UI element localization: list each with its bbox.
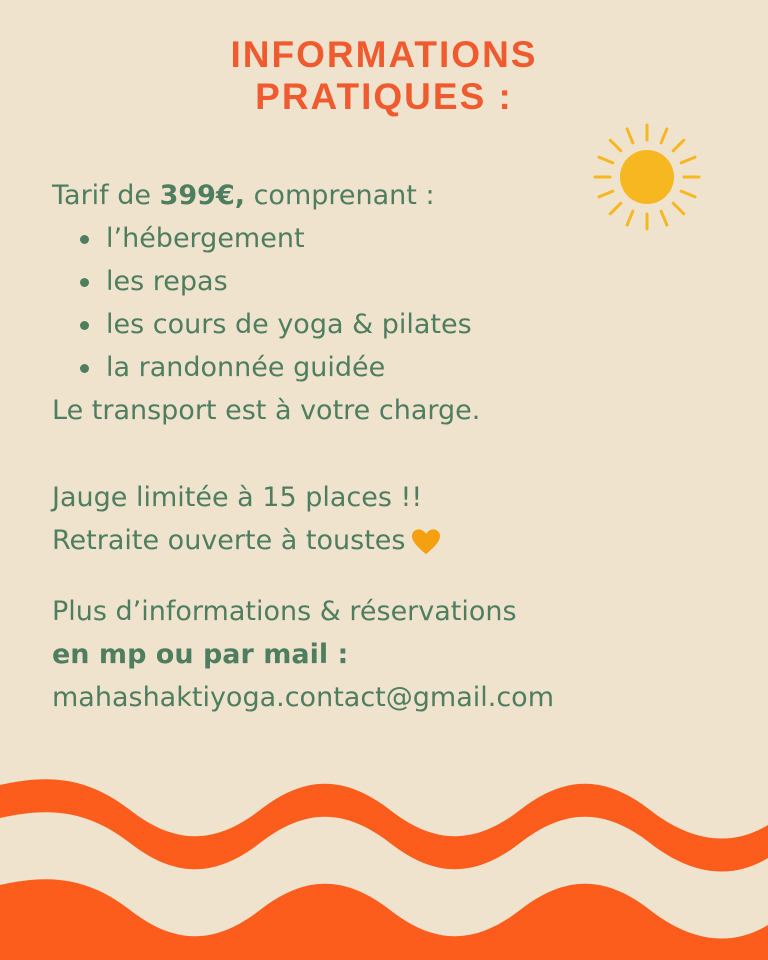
wave-band-bottom (0, 879, 768, 960)
transport-note: Le transport est à votre charge. (52, 395, 481, 426)
included-list (52, 217, 712, 389)
contact-line-1: Plus d’informations & réservations (52, 596, 517, 627)
list-item-label: l’hébergement (106, 223, 305, 254)
open-to-text: Retraite ouverte à toustes (52, 525, 406, 556)
price-line (52, 174, 712, 217)
open-to-line (52, 519, 712, 562)
list-item-label: les repas (106, 266, 228, 297)
list-item-label: les cours de yoga & pilates (106, 309, 472, 340)
contact-line-2: en mp ou par mail : (52, 639, 349, 670)
price-suffix: comprenant : (245, 180, 435, 211)
sun-ray (610, 140, 621, 151)
list-item-label: la randonnée guidée (106, 352, 386, 383)
page-title (0, 34, 768, 118)
list-item (52, 346, 712, 389)
list-item (52, 217, 712, 260)
contact-email[interactable]: mahashaktiyoga.contact@gmail.com (52, 682, 554, 713)
sun-ray (681, 157, 695, 163)
orange-heart-icon (411, 528, 441, 556)
bullet-icon (80, 278, 89, 287)
sun-ray (673, 140, 684, 151)
price-prefix: Tarif de (52, 180, 160, 211)
sun-ray (661, 129, 667, 143)
capacity-note: Jauge limitée à 15 places !! (52, 482, 423, 513)
list-item (52, 260, 712, 303)
price-value: 399€, (159, 180, 245, 211)
sun-ray (599, 157, 613, 163)
bullet-icon (80, 364, 89, 373)
title-line-1: INFORMATIONS (230, 34, 538, 75)
bullet-icon (80, 321, 89, 330)
sun-ray (627, 129, 633, 143)
bullet-icon (80, 235, 89, 244)
title-line-2: PRATIQUES : (255, 76, 513, 117)
wave-decoration (0, 770, 768, 960)
info-content (52, 174, 712, 719)
list-item (52, 303, 712, 346)
wave-band-top (0, 779, 768, 871)
